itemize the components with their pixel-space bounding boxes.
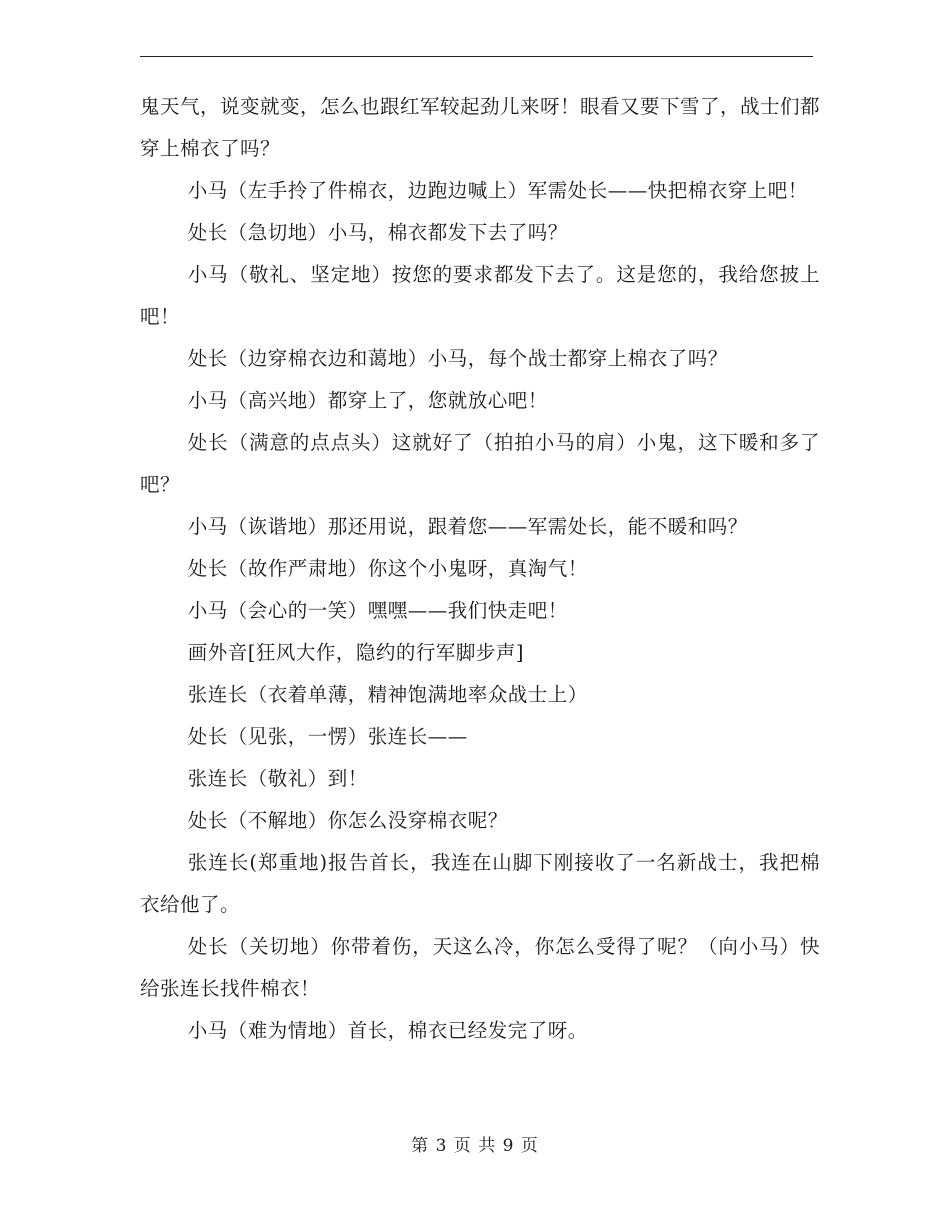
script-paragraph: 处长（故作严肃地）你这个小鬼呀，真淘气！ (187, 557, 588, 580)
script-paragraph: 张连长（衣着单薄，精神饱满地率众战士上） (187, 683, 588, 706)
script-paragraph: 鬼天气，说变就变，怎么也跟红军较起劲儿来呀！眼看又要下雪了，战士们都穿上棉衣了吗？ (140, 95, 821, 160)
script-paragraph: 处长（不解地）你怎么没穿棉衣呢？ (187, 809, 508, 832)
header-rule (140, 56, 813, 57)
script-paragraph: 张连长(郑重地)报告首长，我连在山脚下刚接收了一名新战士，我把棉衣给他了。 (140, 851, 820, 916)
script-paragraph: 张连长（敬礼）到！ (187, 767, 368, 790)
script-paragraph: 画外音[狂风大作，隐约的行军脚步声] (187, 641, 524, 664)
script-paragraph: 小马（高兴地）都穿上了，您就放心吧！ (187, 389, 548, 412)
document-body (140, 86, 820, 1052)
page-number: 第 3 页 共 9 页 (411, 1136, 539, 1156)
script-paragraph: 小马（诙谐地）那还用说，跟着您——军需处长，能不暖和吗？ (187, 515, 748, 538)
script-paragraph: 处长（关切地）你带着伤，天这么冷，你怎么受得了呢？（向小马）快给张连长找件棉衣！ (140, 935, 820, 1000)
script-paragraph: 小马（左手拎了件棉衣，边跑边喊上）军需处长——快把棉衣穿上吧！ (187, 179, 808, 202)
script-paragraph: 处长（急切地）小马，棉衣都发下去了吗？ (187, 221, 568, 244)
script-paragraph: 处长（见张，一愣）张连长—— (187, 725, 468, 748)
script-paragraph: 小马（会心的一笑）嘿嘿——我们快走吧！ (187, 599, 568, 622)
script-paragraph: 处长（满意的点点头）这就好了（拍拍小马的肩）小鬼，这下暖和多了吧？ (140, 431, 820, 496)
script-paragraph: 小马（敬礼、坚定地）按您的要求都发下去了。这是您的，我给您披上吧！ (140, 263, 820, 328)
script-paragraph: 处长（边穿棉衣边和蔼地）小马，每个战士都穿上棉衣了吗？ (187, 347, 728, 370)
script-paragraph: 小马（难为情地）首长，棉衣已经发完了呀。 (187, 1019, 588, 1042)
